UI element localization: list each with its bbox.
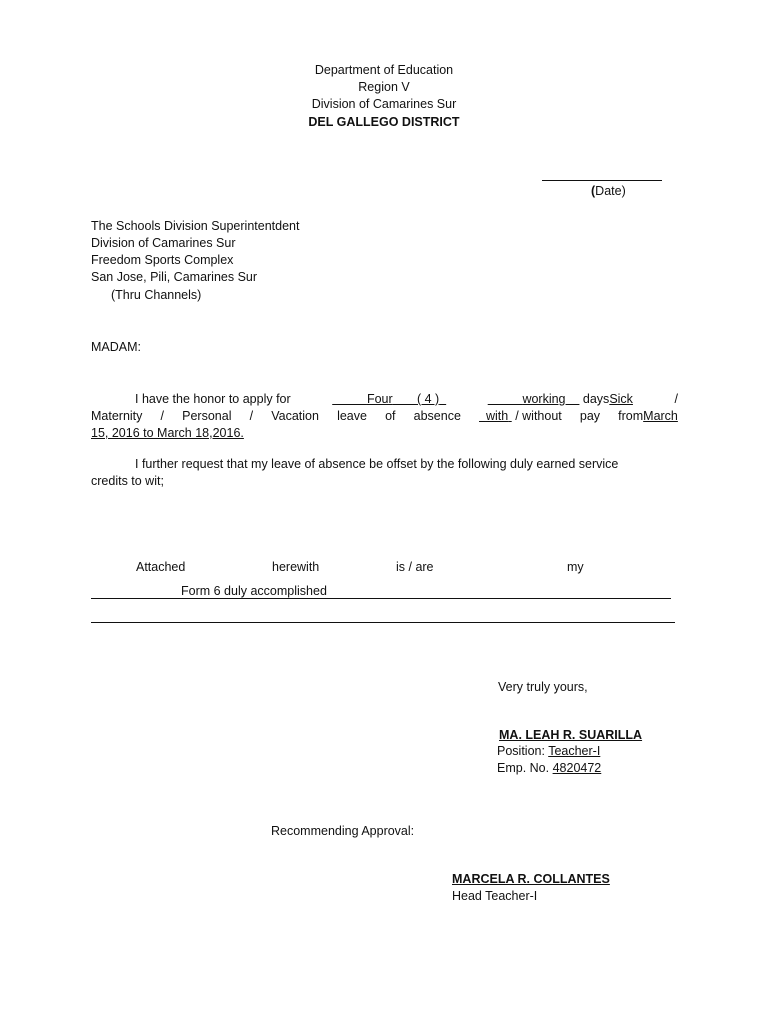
body1-pay-with: with	[485, 409, 509, 423]
body1-count-word: Four	[366, 392, 393, 406]
body1-slash: /	[674, 392, 678, 406]
signatory-position	[497, 744, 600, 758]
body1-from-date-2: 15, 2016 to March 18,2016.	[91, 426, 244, 440]
attached-word-1: Attached	[136, 560, 186, 574]
salutation: MADAM:	[91, 340, 141, 354]
attached-word-3: is / are	[396, 560, 434, 574]
body1-intro: I have the honor to apply for	[135, 392, 291, 406]
body1-days	[488, 391, 633, 408]
header-department: Department of Education	[314, 63, 454, 77]
attachment-line-1	[91, 598, 671, 599]
addressee-line-4: San Jose, Pili, Camarines Sur	[91, 270, 258, 284]
recommending-name: MARCELA R. COLLANTES	[452, 872, 610, 886]
emp-value: 4820472	[552, 761, 602, 775]
header-region: Region V	[358, 80, 410, 94]
word-slash-1: /	[160, 409, 165, 423]
date-open-paren: (	[591, 184, 596, 198]
body-paragraph-2	[91, 456, 678, 490]
body1-without: / without	[515, 409, 562, 423]
body1-count	[332, 391, 446, 408]
body1-pay-with-wrap	[479, 408, 562, 425]
body2-line-2: credits to wit;	[91, 474, 164, 488]
body1-from-date-1: March	[643, 409, 678, 423]
body2-line-1: I further request that my leave of absence be offset by the following duly earned service	[135, 457, 619, 471]
body1-line-1	[91, 391, 678, 408]
body1-days-type: working	[522, 392, 566, 406]
attached-word-2: herewith	[272, 560, 320, 574]
date-line	[542, 180, 662, 181]
word-vacation: Vacation	[271, 409, 319, 423]
emp-label: Emp. No.	[497, 761, 550, 775]
word-slash-2: /	[249, 409, 254, 423]
word-leave: leave	[337, 409, 367, 423]
body1-days-label: days	[582, 392, 610, 406]
addressee-line-2: Division of Camarines Sur	[91, 236, 236, 250]
recommending-label: Recommending Approval:	[271, 824, 415, 838]
body1-from-wrap	[618, 408, 678, 425]
attached-word-4: my	[567, 560, 584, 574]
body-paragraph-1	[91, 391, 678, 442]
word-personal: Personal	[182, 409, 232, 423]
word-of: of	[385, 409, 396, 423]
word-maternity: Maternity	[91, 409, 143, 423]
word-pay: pay	[579, 409, 601, 423]
body1-leave-type-sick: Sick	[609, 392, 633, 406]
body1-from-label: from	[618, 409, 644, 423]
attachment-item: Form 6 duly accomplished	[181, 584, 327, 598]
position-value: Teacher-I	[548, 744, 601, 758]
addressee-line-1: The Schools Division Superintentdent	[91, 219, 300, 233]
signatory-emp-no	[497, 761, 601, 775]
body1-line-3	[91, 425, 678, 442]
addressee-line-5: (Thru Channels)	[111, 288, 202, 302]
word-absence: absence	[413, 409, 461, 423]
header-division: Division of Camarines Sur	[311, 97, 457, 111]
closing: Very truly yours,	[498, 680, 588, 694]
addressee-line-3: Freedom Sports Complex	[91, 253, 234, 267]
position-label: Position:	[497, 744, 545, 758]
signatory-name: MA. LEAH R. SUARILLA	[499, 728, 643, 742]
date-label-text: Date)	[595, 184, 626, 198]
body1-count-num: ( 4 )	[416, 392, 440, 406]
attachment-line-2	[91, 622, 675, 623]
body1-line-2	[91, 408, 678, 425]
date-label	[591, 184, 626, 198]
header-district: DEL GALLEGO DISTRICT	[308, 115, 460, 129]
recommending-title: Head Teacher-I	[452, 889, 538, 903]
